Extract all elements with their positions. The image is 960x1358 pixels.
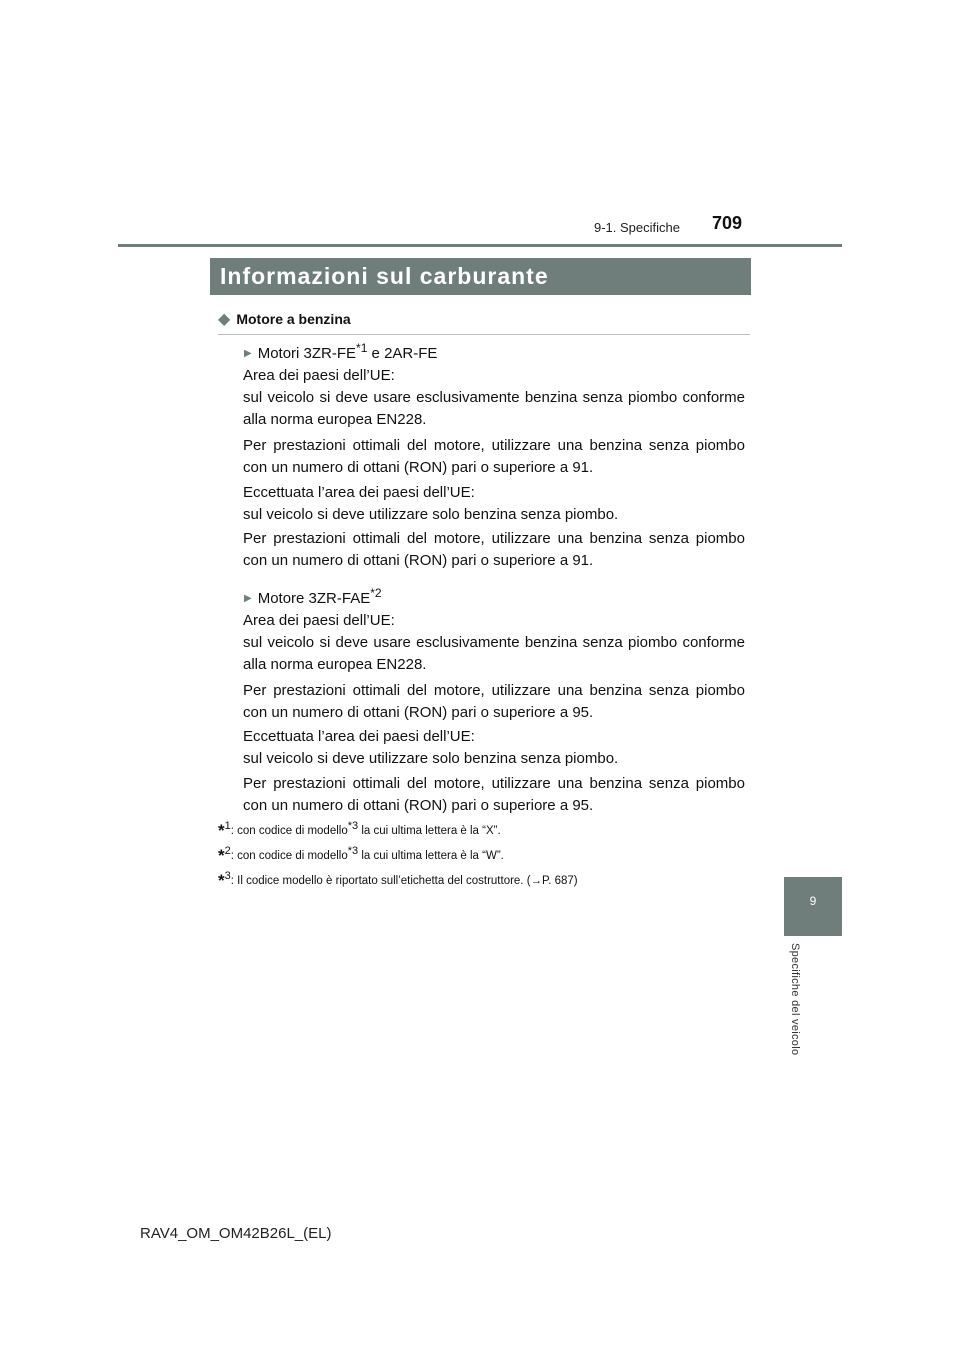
footnote-text: la cui ultima lettera è la “X”.	[358, 824, 501, 837]
text-line: alla norma europea EN228.	[243, 411, 427, 428]
triangle-right-icon: ▶	[244, 593, 252, 604]
chapter-label: Specifiche del veicolo	[789, 943, 801, 1056]
text-line: Per prestazioni ottimali del motore, utilizzare una benzina senza piombo	[243, 437, 745, 454]
footnote-text: la cui ultima lettera è la “W”.	[358, 849, 504, 862]
subheading-text: Motore a benzina	[236, 311, 351, 327]
section-title: Informazioni sul carburante	[210, 258, 751, 295]
footer-code: RAV4_OM_OM42B26L_(EL)	[140, 1225, 332, 1242]
arrow-right-icon: →	[530, 874, 543, 887]
footnote	[218, 820, 501, 841]
footnote-ref: *3	[347, 820, 359, 832]
header-rule	[118, 244, 842, 247]
paragraph	[243, 680, 745, 724]
text-line: con un numero di ottani (RON) pari o superiore a 91.	[243, 459, 594, 476]
text-line: Per prestazioni ottimali del motore, utilizzare una benzina senza piombo	[243, 682, 745, 699]
text-line: Area dei paesi dell’UE:	[243, 367, 395, 384]
text-line: Per prestazioni ottimali del motore, utilizzare una benzina senza piombo	[243, 530, 745, 547]
paragraph	[243, 726, 745, 770]
footnote-star: *	[218, 845, 225, 865]
text-line: alla norma europea EN228.	[243, 656, 427, 673]
header-section: 9-1. Specifiche	[594, 220, 680, 235]
footnote-number: 3	[224, 870, 231, 882]
footnote-star: *	[218, 870, 225, 890]
text-line: Eccettuata l’area dei paesi dell’UE:	[243, 728, 475, 745]
footnote	[218, 870, 578, 891]
text-line: sul veicolo si deve utilizzare solo benzina senza piombo.	[243, 506, 619, 523]
paragraph	[243, 435, 745, 479]
bullet-text: Motore 3ZR-FAE	[257, 590, 371, 607]
text-line: con un numero di ottani (RON) pari o superiore a 91.	[243, 552, 594, 569]
footnote-text: : con codice di modello	[230, 849, 348, 862]
paragraph	[243, 482, 745, 526]
bullet-item	[244, 586, 382, 607]
chapter-tab: 9	[784, 877, 842, 936]
footnote-text: : Il codice modello è riportato sull’etichetta del costruttore. (	[230, 874, 531, 887]
paragraph	[243, 610, 745, 676]
diamond-icon: ◆	[218, 311, 231, 328]
bullet-item	[244, 341, 437, 362]
text-line: con un numero di ottani (RON) pari o superiore a 95.	[243, 704, 594, 721]
triangle-right-icon: ▶	[244, 348, 252, 359]
paragraph	[243, 773, 745, 817]
text-line: sul veicolo si deve usare esclusivamente benzina senza piombo conforme	[243, 634, 745, 651]
bullet-text: Motori 3ZR-FE	[257, 345, 357, 362]
footnote-star: *	[218, 820, 225, 840]
footnote-ref: *3	[347, 845, 359, 857]
bullet-text: e 2AR-FE	[367, 345, 438, 362]
text-line: con un numero di ottani (RON) pari o superiore a 95.	[243, 797, 594, 814]
footnote	[218, 845, 504, 866]
text-line: sul veicolo si deve utilizzare solo benzina senza piombo.	[243, 750, 619, 767]
text-line: Area dei paesi dell’UE:	[243, 612, 395, 629]
footnote-number: 1	[224, 820, 231, 832]
page-number: 709	[712, 213, 743, 233]
paragraph	[243, 528, 745, 572]
paragraph	[243, 365, 745, 431]
text-line: Per prestazioni ottimali del motore, utilizzare una benzina senza piombo	[243, 775, 745, 792]
subheading	[218, 309, 750, 335]
footnote-text: : con codice di modello	[230, 824, 348, 837]
text-line: Eccettuata l’area dei paesi dell’UE:	[243, 484, 475, 501]
text-line: sul veicolo si deve usare esclusivamente benzina senza piombo conforme	[243, 389, 745, 406]
footnote-text: P. 687)	[542, 874, 578, 887]
footnote-ref: *1	[356, 341, 368, 355]
footnote-number: 2	[224, 845, 231, 857]
footnote-ref: *2	[370, 586, 382, 600]
